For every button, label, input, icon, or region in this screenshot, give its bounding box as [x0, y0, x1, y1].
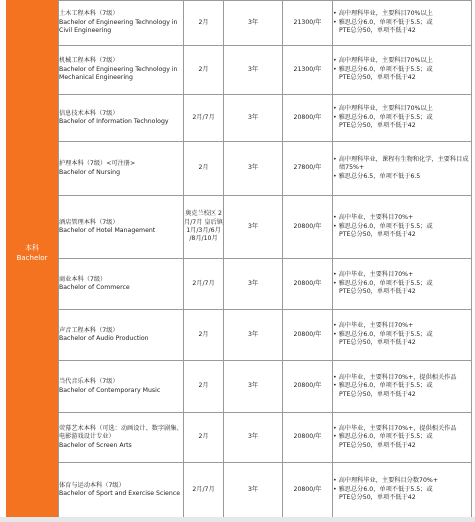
- bottom-strip: [0, 517, 475, 522]
- program-row: [59, 413, 472, 463]
- program-row: [59, 95, 472, 142]
- level-label-en: Bachelor: [16, 254, 48, 262]
- duration-cell: 3年: [224, 413, 283, 463]
- course-name-en: Bachelor of Audio Production: [59, 335, 149, 342]
- program-table: [58, 0, 472, 518]
- requirement-item: • 高中理科毕业，主要科目70%以上: [333, 57, 471, 65]
- course-name-zh: 酒店管理本科（7级）: [59, 218, 119, 226]
- course-cell: [59, 196, 184, 259]
- duration-cell: 3年: [224, 196, 283, 259]
- course-name-zh: 土木工程本科（7级）: [59, 10, 119, 18]
- requirement-item: • 雅思总分6.0，单项不低于5.5；或: [333, 382, 471, 390]
- requirement-item: • 高中理科毕业，课程有生物和化学，主要科目成绩75%+: [333, 156, 471, 173]
- requirements-cell: [333, 413, 472, 463]
- fee-cell: 20800/年: [283, 95, 333, 142]
- requirement-item: • 雅思总分6.0，单项不低于5.5；或: [333, 114, 471, 122]
- requirement-item: • 雅思总分6.0，单项不低于5.5；或: [333, 66, 471, 74]
- course-name-zh: 商业本科（7级）: [59, 275, 107, 283]
- intake-cell: 奥克兰校区 2月/7月 皇后镇 1月/3月/6月 /8月/10月: [184, 196, 224, 259]
- course-name-en: Bachelor of Information Technology: [59, 118, 169, 125]
- course-cell: [59, 95, 184, 142]
- fee-cell: 20800/年: [283, 196, 333, 259]
- course-name-zh: 声音工程本科（7级）: [59, 326, 119, 334]
- duration-cell: 3年: [224, 1, 283, 46]
- duration-cell: 3年: [224, 95, 283, 142]
- course-cell: [59, 259, 184, 310]
- fee-cell: 20800/年: [283, 310, 333, 361]
- duration-cell: 3年: [224, 310, 283, 361]
- requirement-item: • 雅思总分6.0，单项不低于5.5；或: [333, 223, 471, 231]
- course-cell: [59, 310, 184, 361]
- course-name-zh: 体育与运动本科（7级）: [59, 481, 125, 489]
- program-row: [59, 142, 472, 196]
- requirements-cell: [333, 310, 472, 361]
- requirement-item: • 高中毕业，主要科目70%+: [333, 271, 471, 279]
- fee-cell: 20800/年: [283, 413, 333, 463]
- requirements-cell: [333, 259, 472, 310]
- duration-cell: 3年: [224, 463, 283, 518]
- requirement-continuation: PTE总分50，单项不低于42: [339, 441, 416, 449]
- requirement-continuation: PTE总分50，单项不低于42: [339, 122, 416, 130]
- requirement-continuation: PTE总分50，单项不低于42: [339, 339, 416, 347]
- course-name-en: Bachelor of Contemporary Music: [59, 386, 161, 394]
- requirement-item: • 雅思总分6.5，单项不低于6.5: [333, 173, 471, 181]
- course-cell: [59, 142, 184, 196]
- level-label-zh: 本科: [25, 244, 39, 252]
- requirement-item: • 高中毕业，主要科目70%+，提供相关作品: [333, 425, 471, 433]
- intake-cell: 2月: [184, 413, 224, 463]
- fee-cell: 27800/年: [283, 142, 333, 196]
- duration-cell: 3年: [224, 46, 283, 95]
- requirement-continuation: PTE总分50，单项不低于42: [339, 494, 416, 502]
- fee-cell: 20800/年: [283, 259, 333, 310]
- requirement-item: • 高中理科毕业，主要科目分数70%+: [333, 477, 471, 485]
- course-cell: [59, 1, 184, 46]
- requirement-continuation: PTE总分50，单项不低于42: [339, 27, 416, 35]
- course-name-en: Bachelor of Nursing: [59, 168, 120, 176]
- program-row: [59, 463, 472, 518]
- program-row: [59, 361, 472, 413]
- course-cell: [59, 463, 184, 518]
- intake-cell: 2月/7月: [184, 95, 224, 142]
- course-name-en: Bachelor of Engineering Technology in Mechanical Engineering: [59, 65, 178, 82]
- course-name-en: Bachelor of Hotel Management: [59, 227, 156, 234]
- course-name-zh: 信息技术本科（7级）: [59, 109, 119, 117]
- requirements-cell: [333, 463, 472, 518]
- fee-cell: 21300/年: [283, 1, 333, 46]
- requirement-continuation: PTE总分50，单项不低于42: [339, 74, 416, 82]
- requirement-continuation: PTE总分50，单项不低于42: [339, 288, 416, 296]
- program-row: [59, 1, 472, 46]
- fee-cell: 21300/年: [283, 46, 333, 95]
- requirement-item: • 雅思总分6.0，单项不低于5.5；或: [333, 331, 471, 339]
- course-name-zh: 护理本科（7级）<可注册>: [59, 160, 136, 168]
- intake-cell: 2月/7月: [184, 259, 224, 310]
- duration-cell: 3年: [224, 259, 283, 310]
- requirements-cell: [333, 46, 472, 95]
- intake-cell: 2月: [184, 142, 224, 196]
- requirement-item: • 雅思总分6.0，单项不低于5.5；或: [333, 486, 471, 494]
- course-name-zh: 荧幕艺术本科（可选：动画设计、数字剧集、电影游戏设计专业）: [59, 424, 183, 441]
- requirements-cell: [333, 1, 472, 46]
- requirements-cell: [333, 95, 472, 142]
- fee-cell: 20800/年: [283, 463, 333, 518]
- requirements-cell: [333, 142, 472, 196]
- course-name-en: Bachelor of Sport and Exercise Science: [59, 490, 180, 497]
- course-cell: [59, 361, 184, 413]
- intake-cell: 2月: [184, 310, 224, 361]
- course-name-zh: 当代音乐本科（7级）: [59, 378, 119, 386]
- course-name-zh: 机械工程本科（7级）: [59, 57, 119, 65]
- requirement-continuation: PTE总分50，单项不低于42: [339, 231, 416, 239]
- requirement-item: • 雅思总分6.0，单项不低于5.5；或: [333, 19, 471, 27]
- requirement-item: • 高中毕业，主要科目70%+: [333, 322, 471, 330]
- program-row: [59, 259, 472, 310]
- program-row: [59, 46, 472, 95]
- requirement-item: • 高中理科毕业，主要科目70%以上: [333, 10, 471, 18]
- requirement-item: • 雅思总分6.0，单项不低于5.5；或: [333, 280, 471, 288]
- intake-cell: 2月: [184, 361, 224, 413]
- requirement-item: • 雅思总分6.0，单项不低于5.5；或: [333, 433, 471, 441]
- duration-cell: 3年: [224, 361, 283, 413]
- course-name-en: Bachelor of Commerce: [59, 284, 130, 291]
- requirements-cell: [333, 196, 472, 259]
- intake-cell: 2月: [184, 1, 224, 46]
- requirement-item: • 高中毕业，主要科目70%+，提供相关作品: [333, 374, 471, 382]
- requirement-item: • 高中理科毕业，主要科目70%以上: [333, 105, 471, 113]
- duration-cell: 3年: [224, 142, 283, 196]
- fee-cell: 20800/年: [283, 361, 333, 413]
- requirement-item: • 高中毕业，主要科目70%+: [333, 214, 471, 222]
- course-cell: [59, 413, 184, 463]
- program-row: [59, 196, 472, 259]
- requirements-cell: [333, 361, 472, 413]
- level-label: [6, 243, 58, 263]
- requirement-continuation: PTE总分50，单项不低于42: [339, 390, 416, 398]
- course-name-en: Bachelor of Screen Arts: [59, 441, 132, 449]
- intake-cell: 2月/7月: [184, 463, 224, 518]
- program-row: [59, 310, 472, 361]
- intake-cell: 2月: [184, 46, 224, 95]
- course-cell: [59, 46, 184, 95]
- course-name-en: Bachelor of Engineering Technology in Civil Engineering: [59, 18, 178, 35]
